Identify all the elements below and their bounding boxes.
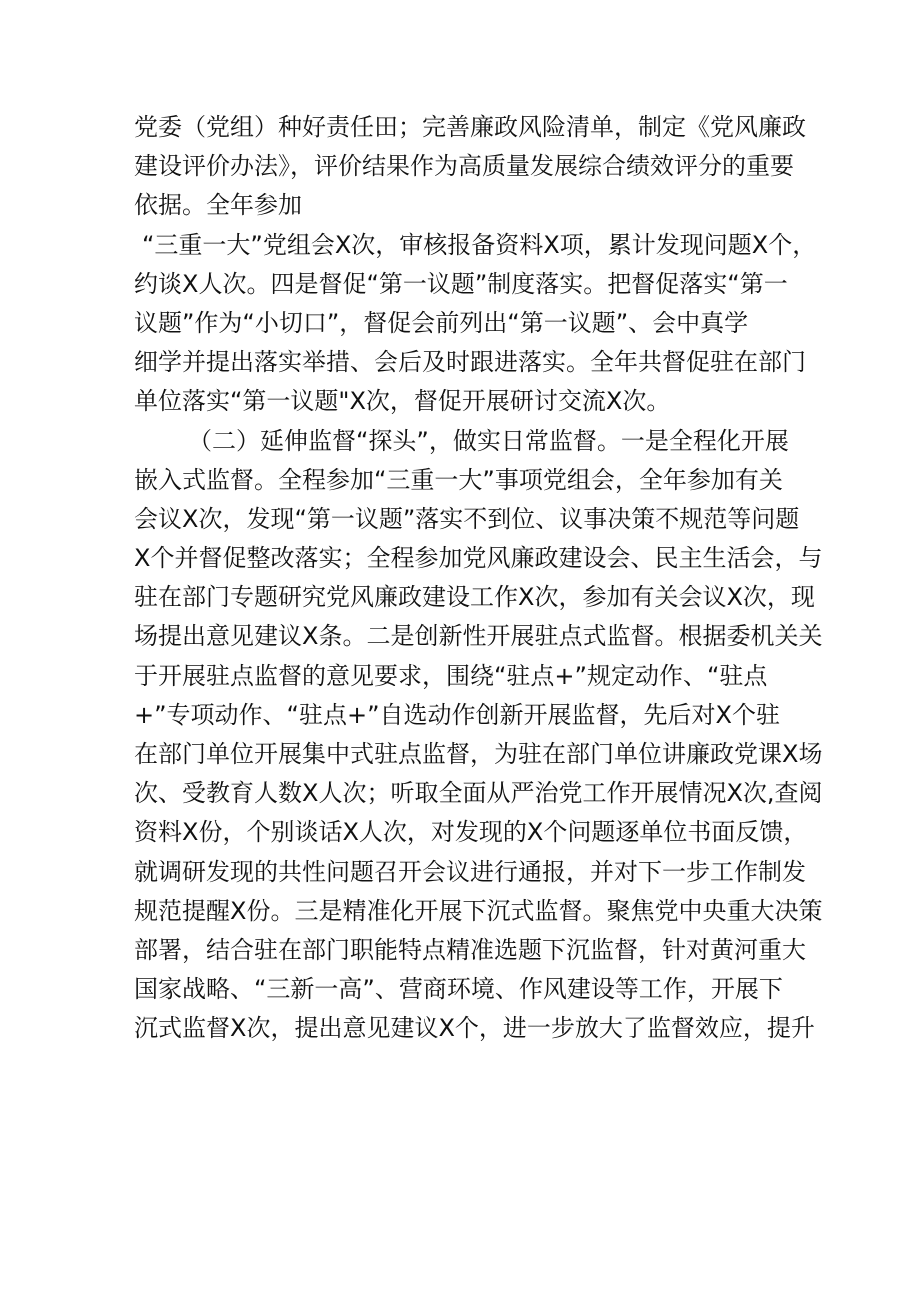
text-line: 在部门单位开展集中式驻点监督，为驻在部门单位讲廉政党课X场 <box>134 740 823 768</box>
text-line: 依据。全年参加 <box>134 191 302 220</box>
text-line: 驻在部门专题研究党风廉政建设工作X次，参加有关会议X次，现 <box>134 583 815 612</box>
section-heading-line: （二）延伸监督“探头”，做实日常监督。一是全程化开展 <box>188 426 789 455</box>
text-line: 场提出意见建议X条。二是创新性开展驻点式监督。根据委机关关 <box>134 622 823 651</box>
text-line: 沉式监督X次，提出意见建议X个，进一步放大了监督效应，提升 <box>134 1014 815 1043</box>
text-line: 嵌入式监督。全程参加“三重一大”事项党组会，全年参加有关 <box>134 465 783 494</box>
text-line: 单位落实“第一议题"X次，督促开展研讨交流X次。 <box>134 387 671 416</box>
document-body <box>134 108 823 1049</box>
text-line: 议题”作为“小切口”，督促会前列出“第一议题”、会中真学 <box>134 308 749 337</box>
text-line: 国家战略、“三新一高”、营商环境、作风建设等工作，开展下 <box>134 975 783 1004</box>
text-line: 细学并提出落实举措、会后及时跟进落实。全年共督促驻在部门 <box>134 348 806 377</box>
text-line: +”专项动作、“驻点+”自选动作创新开展监督，先后对X个驻 <box>134 700 780 729</box>
text-line: 会议X次，发现“第一议题”落实不到位、议事决策不规范等问题 <box>134 504 800 533</box>
text-line: 建设评价办法》，评价结果作为高质量发展综合绩效评分的重要 <box>134 152 794 181</box>
text-line: 约谈X人次。四是督促“第一议题”制度落实。把督促落实“第一 <box>134 269 788 298</box>
text-line: 于开展驻点监督的意见要求，围绕“驻点+”规定动作、“驻点 <box>134 661 768 690</box>
text-line: “三重一大”党组会X次，审核报备资料X项，累计发现问题X个， <box>142 230 817 259</box>
text-line: 就调研发现的共性问题召开会议进行通报，并对下一步工作制发 <box>134 857 806 886</box>
text-line: 部署，结合驻在部门职能特点精准选题下沉监督，针对黄河重大 <box>134 935 806 964</box>
text-line: 资料X份，个别谈话X人次，对发现的X个问题逐单位书面反馈， <box>134 818 808 847</box>
text-line: 规范提醒X份。三是精准化开展下沉式监督。聚焦党中央重大决策 <box>134 896 823 925</box>
text-line: X个并督促整改落实；全程参加党风廉政建设会、民主生活会，与 <box>134 544 823 573</box>
text-line: 次、受教育人数X人次；听取全面从严治党工作开展情况X次,查阅 <box>134 779 823 808</box>
text-line: 党委（党组）种好责任田；完善廉政风险清单，制定《党风廉政 <box>134 113 806 141</box>
